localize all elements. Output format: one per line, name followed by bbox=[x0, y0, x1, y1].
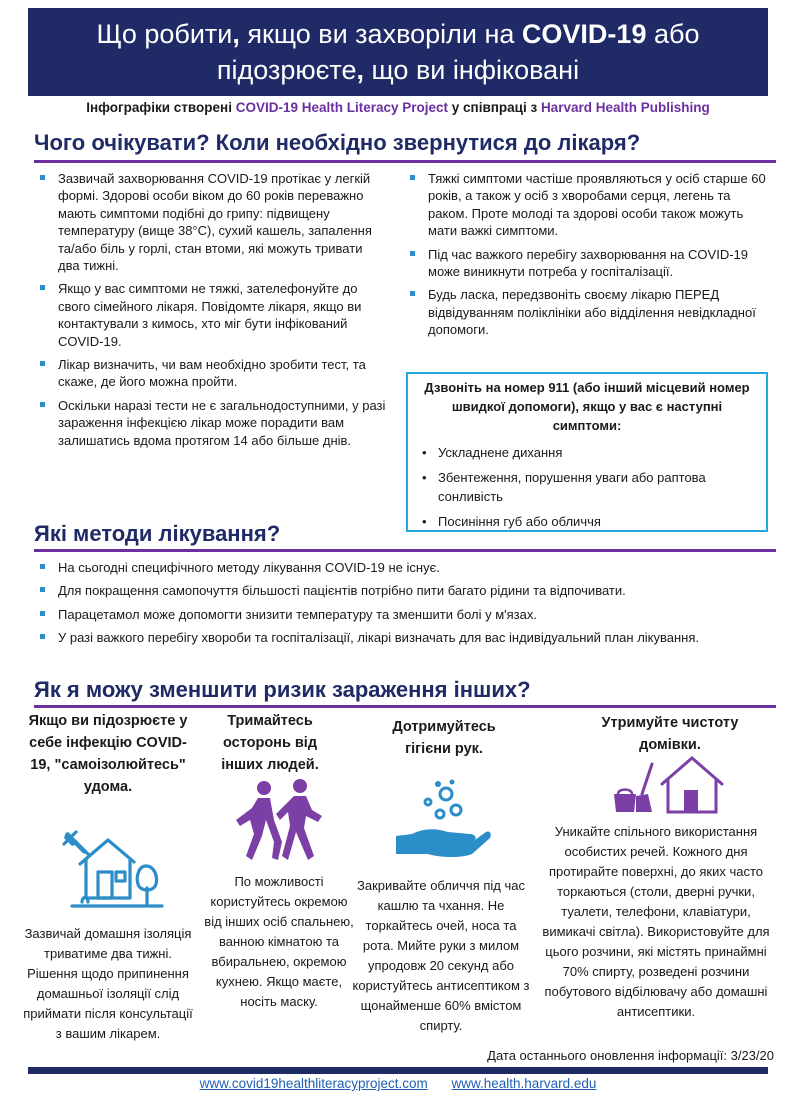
list-item: Тяжкі симптоми частіше проявляються у осіб старше 60 років, а також у осіб з хворобами серця, легень та раком. Проте молоді та здорові особи також можуть мати важкі симптоми. bbox=[404, 170, 768, 240]
last-updated: Дата останнього оновлення інформації: 3/23/20 bbox=[487, 1048, 774, 1063]
title-line-2: підозрюєте, що ви інфіковані bbox=[216, 55, 580, 85]
title-line-1: Що робити, якщо ви захворіли на COVID-19 або bbox=[96, 19, 700, 49]
column-3-heading: Дотримуйтесь гігієни рук. bbox=[392, 719, 496, 757]
section-1-right-list bbox=[404, 170, 768, 345]
list-item: Зазвичай захворювання COVID-19 протікає у легкій формі. Здорові особи віком до 60 років переважно мають симптоми подібні до грипу: підвищену температуру (вище 38°C), сухий кашель, запалення та/або біль у горлі, стан втоми, які можуть тривати два тижні. bbox=[34, 170, 386, 274]
list-item: На сьогодні специфічного методу лікування COVID-19 не існує. bbox=[34, 559, 754, 576]
emergency-callout bbox=[406, 372, 768, 532]
house-pin-icon bbox=[58, 826, 168, 912]
column-3-text: Закривайте обличчя під час кашлю та чхання. Не торкайтесь очей, носа та рота. Мийте руки з милом упродовж 20 секунд або користуйтесь антисептиком з щонайменше 60% вмістом спирту. bbox=[352, 878, 530, 1033]
bottom-bar bbox=[28, 1067, 768, 1074]
section-3-title: Як я можу зменшити ризик зараження інших? bbox=[34, 677, 531, 702]
credit-org-1: COVID-19 Health Literacy Project bbox=[235, 100, 449, 115]
list-item: Під час важкого перебігу захворювання на COVID-19 може виникнути потреба у госпіталізації. bbox=[404, 246, 768, 281]
list-item: Парацетамол може допомогти знизити температуру та зменшити болі у м'язах. bbox=[34, 606, 754, 623]
symptom-list bbox=[408, 443, 766, 531]
symptom-item: • Посиніння губ або обличчя bbox=[420, 512, 754, 531]
column-4-text: Уникайте спільного використання особистих речей. Кожного дня протирайте поверхні, до яких часто торкаються (столи, дверні ручки, туалети, телефони, клавіатури, вимикачі світла). Використовуйте для цього розчини, які містять принаймні 70% спирту, розведені розчини побутового відбілювачу або домашні антисептики. bbox=[542, 824, 770, 1019]
column-1-heading: Якщо ви підозрюєте у себе інфекцію COVID-19, "самоізолюйтесь" удома. bbox=[28, 713, 188, 795]
section-2-list bbox=[34, 559, 754, 653]
section-1-title: Чого очікувати? Коли необхідно звернутися до лікаря? bbox=[34, 130, 641, 155]
column-2-text: По можливості користуйтесь окремою від інших осіб спальнею, ванною кімнатою та вбиральнею, окремою кухнею. Якщо маєте, носіть маску. bbox=[204, 874, 354, 1009]
section-2-title: Які методи лікування? bbox=[34, 521, 281, 546]
section-2-divider bbox=[34, 549, 776, 552]
list-item: Оскільки наразі тести не є загальнодоступними, у разі зараження інфекцією лікар може порадити вам залишатись вдома протягом 14 або більше днів. bbox=[34, 397, 386, 449]
credit-org-2: Harvard Health Publishing bbox=[540, 100, 710, 115]
symptom-item: • Збентеження, порушення уваги або раптова сонливість bbox=[420, 468, 754, 506]
section-1-divider bbox=[34, 160, 776, 163]
hand-wash-icon bbox=[392, 772, 492, 862]
link-covid19healthliteracyproject[interactable]: www.covid19healthliteracyproject.com bbox=[199, 1076, 428, 1091]
emergency-callout-heading: Дзвоніть на номер 911 (або інший місцевий номер швидкої допомоги), якщо у вас є наступні симптоми: bbox=[424, 380, 750, 433]
symptom-item: • Ускладнене дихання bbox=[420, 443, 754, 462]
column-2-heading: Тримайтесь осторонь від інших людей. bbox=[221, 713, 319, 773]
link-health-harvard[interactable]: www.health.harvard.edu bbox=[451, 1076, 597, 1091]
list-item: Будь ласка, передзвоніть своєму лікарю ПЕРЕД відвідуванням поліклініки або відділення невідкладної допомоги. bbox=[404, 286, 768, 338]
clean-house-icon bbox=[606, 754, 726, 818]
section-3-divider bbox=[34, 705, 776, 708]
list-item: Якщо у вас симптоми не тяжкі, зателефонуйте до свого сімейного лікаря. Повідомте лікаря, якщо ви контактували з кимось, хто міг бути інфікований COVID-19. bbox=[34, 280, 386, 350]
footer-links bbox=[0, 1076, 796, 1091]
distancing-people-icon bbox=[226, 776, 326, 866]
column-4-heading: Утримуйте чистоту домівки. bbox=[601, 715, 739, 753]
list-item: Лікар визначить, чи вам необхідно зробити тест, та скаже, де його можна пройти. bbox=[34, 356, 386, 391]
section-1-left-list bbox=[34, 170, 386, 455]
credit-line: Інфографіки створені COVID-19 Health Literacy Project у співпраці з Harvard Health Publishing bbox=[86, 100, 710, 115]
list-item: Для покращення самопочуття більшості пацієнтів потрібно пити багато рідини та відпочивати. bbox=[34, 582, 754, 599]
column-1-text: Зазвичай домашня ізоляція триватиме два тижні. Рішення щодо припинення домашньої ізоляції слід приймати після консультації з вашим лікарем. bbox=[23, 926, 193, 1041]
list-item: У разі важкого перебігу хвороби та госпіталізації, лікарі визначать для вас індивідуальний план лікування. bbox=[34, 629, 754, 646]
title-banner bbox=[28, 8, 768, 96]
